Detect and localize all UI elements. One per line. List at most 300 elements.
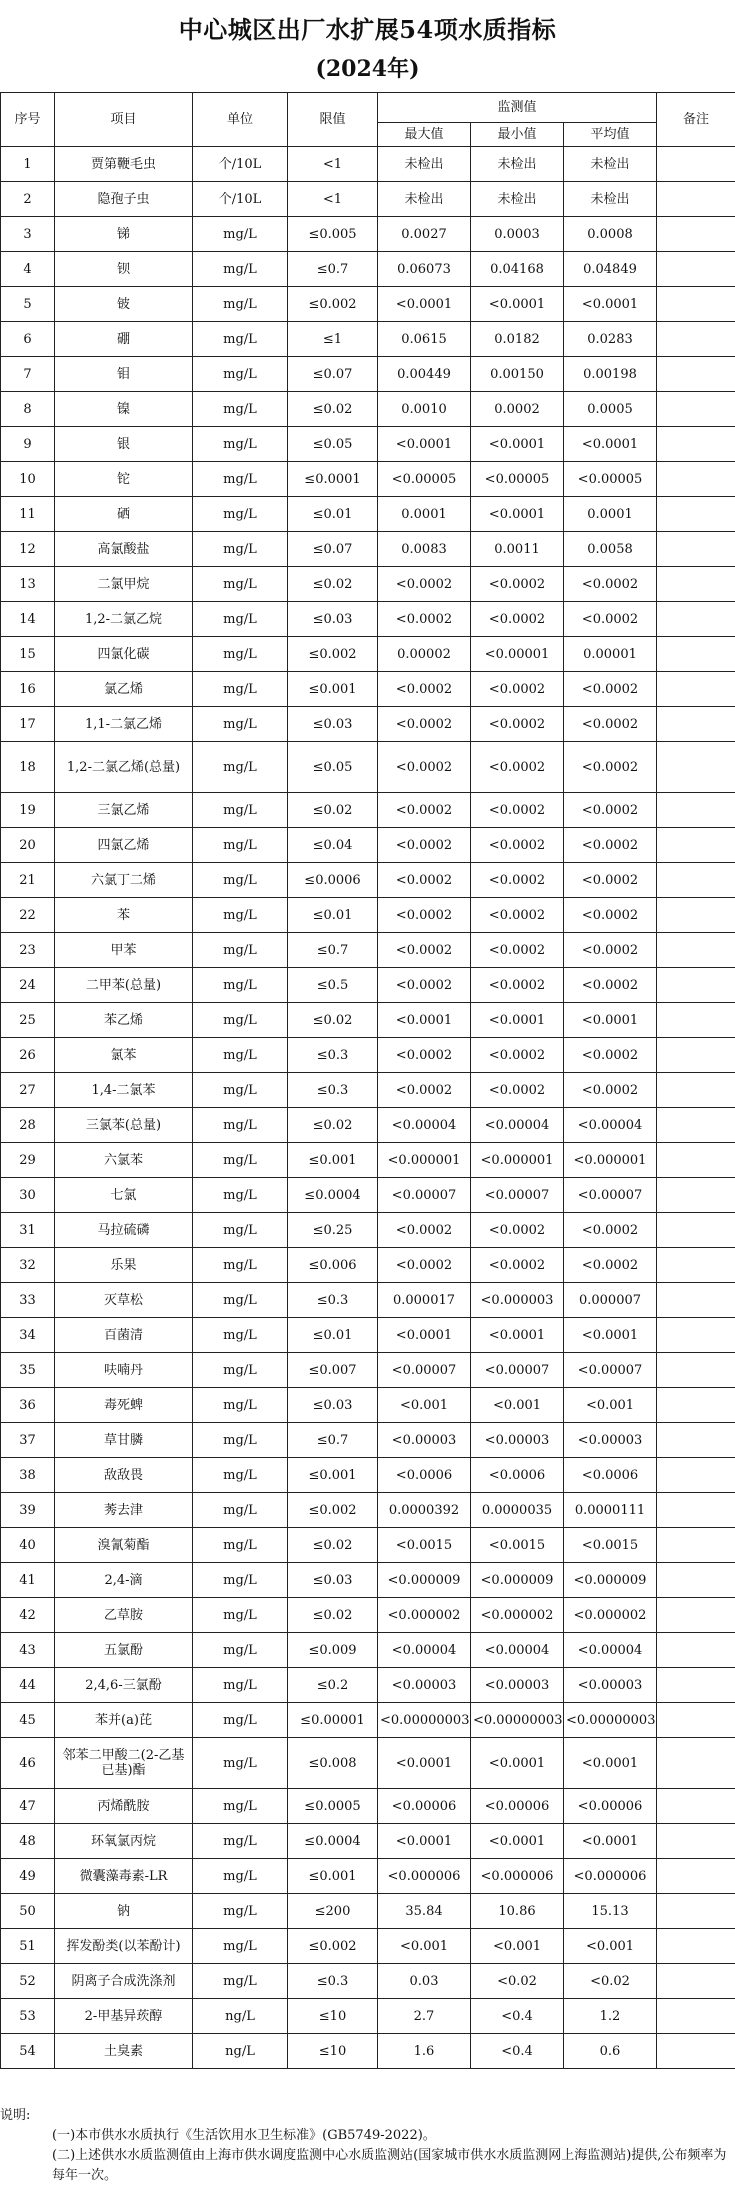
cell-remark <box>657 392 735 427</box>
cell-unit: mg/L <box>193 1929 288 1964</box>
cell-no: 9 <box>1 427 55 462</box>
cell-max: <0.00005 <box>378 462 471 497</box>
cell-limit: ≤0.5 <box>288 968 378 1003</box>
table-row <box>1 1528 735 1563</box>
cell-no: 25 <box>1 1003 55 1038</box>
cell-unit: mg/L <box>193 462 288 497</box>
cell-limit: ≤0.03 <box>288 602 378 637</box>
cell-item: 百菌清 <box>55 1318 193 1353</box>
cell-min: <0.001 <box>471 1388 564 1423</box>
table-row <box>1 933 735 968</box>
cell-unit: mg/L <box>193 1038 288 1073</box>
cell-no: 8 <box>1 392 55 427</box>
cell-min: <0.00003 <box>471 1668 564 1703</box>
cell-max: <0.001 <box>378 1388 471 1423</box>
cell-item: 苯乙烯 <box>55 1003 193 1038</box>
cell-limit: ≤0.03 <box>288 1388 378 1423</box>
cell-min: <0.0002 <box>471 707 564 742</box>
cell-avg: 未检出 <box>564 182 657 217</box>
table-row <box>1 707 735 742</box>
cell-unit: mg/L <box>193 1003 288 1038</box>
cell-unit: mg/L <box>193 968 288 1003</box>
cell-remark <box>657 182 735 217</box>
cell-avg: 0.0283 <box>564 322 657 357</box>
cell-avg: <0.0002 <box>564 793 657 828</box>
table-body <box>1 147 735 2069</box>
cell-avg: <0.0001 <box>564 1738 657 1789</box>
cell-item: 硼 <box>55 322 193 357</box>
cell-avg: <0.0015 <box>564 1528 657 1563</box>
cell-unit: mg/L <box>193 287 288 322</box>
cell-item: 敌敌畏 <box>55 1458 193 1493</box>
cell-remark <box>657 1493 735 1528</box>
cell-min: <0.00007 <box>471 1353 564 1388</box>
cell-remark <box>657 1703 735 1738</box>
cell-avg: 0.0058 <box>564 532 657 567</box>
cell-item: 2,4-滴 <box>55 1563 193 1598</box>
cell-avg: <0.0002 <box>564 567 657 602</box>
table-row <box>1 287 735 322</box>
cell-remark <box>657 637 735 672</box>
cell-unit: mg/L <box>193 1528 288 1563</box>
cell-max: <0.00003 <box>378 1668 471 1703</box>
cell-avg: <0.00007 <box>564 1178 657 1213</box>
cell-avg: <0.0002 <box>564 742 657 793</box>
cell-no: 4 <box>1 252 55 287</box>
cell-max: 0.00449 <box>378 357 471 392</box>
cell-limit: ≤0.002 <box>288 1493 378 1528</box>
cell-limit: ≤0.0006 <box>288 863 378 898</box>
cell-unit: mg/L <box>193 1248 288 1283</box>
cell-unit: mg/L <box>193 672 288 707</box>
cell-remark <box>657 287 735 322</box>
cell-min: <0.00004 <box>471 1108 564 1143</box>
cell-item: 灭草松 <box>55 1283 193 1318</box>
table-row <box>1 828 735 863</box>
cell-item: 三氯乙烯 <box>55 793 193 828</box>
table-row <box>1 1353 735 1388</box>
cell-unit: mg/L <box>193 1738 288 1789</box>
table-row <box>1 672 735 707</box>
cell-remark <box>657 1248 735 1283</box>
cell-unit: 个/10L <box>193 147 288 182</box>
cell-item: 草甘膦 <box>55 1423 193 1458</box>
cell-unit: mg/L <box>193 707 288 742</box>
cell-limit: ≤0.008 <box>288 1738 378 1789</box>
cell-item: 毒死蜱 <box>55 1388 193 1423</box>
cell-min: <0.00004 <box>471 1633 564 1668</box>
header-item: 项目 <box>55 93 193 147</box>
cell-max: <0.0002 <box>378 1038 471 1073</box>
cell-max: <0.0002 <box>378 1073 471 1108</box>
cell-no: 45 <box>1 1703 55 1738</box>
table-row <box>1 497 735 532</box>
header-limit: 限值 <box>288 93 378 147</box>
cell-remark <box>657 1178 735 1213</box>
cell-remark <box>657 707 735 742</box>
cell-item: 氯乙烯 <box>55 672 193 707</box>
cell-max: <0.0001 <box>378 1003 471 1038</box>
cell-avg: <0.0002 <box>564 968 657 1003</box>
cell-remark <box>657 1824 735 1859</box>
cell-item: 丙烯酰胺 <box>55 1789 193 1824</box>
table-row <box>1 1859 735 1894</box>
table-row <box>1 1824 735 1859</box>
cell-limit: ≤0.7 <box>288 1423 378 1458</box>
cell-item: 钼 <box>55 357 193 392</box>
cell-no: 44 <box>1 1668 55 1703</box>
cell-no: 50 <box>1 1894 55 1929</box>
cell-item: 1,1-二氯乙烯 <box>55 707 193 742</box>
cell-item: 苯 <box>55 898 193 933</box>
cell-no: 39 <box>1 1493 55 1528</box>
cell-no: 54 <box>1 2034 55 2069</box>
cell-remark <box>657 1598 735 1633</box>
cell-avg: <0.0002 <box>564 1038 657 1073</box>
cell-avg: <0.00006 <box>564 1789 657 1824</box>
cell-no: 40 <box>1 1528 55 1563</box>
cell-max: <0.0002 <box>378 567 471 602</box>
cell-min: <0.0006 <box>471 1458 564 1493</box>
cell-max: <0.0002 <box>378 1213 471 1248</box>
cell-unit: mg/L <box>193 1143 288 1178</box>
cell-item: 钠 <box>55 1894 193 1929</box>
cell-no: 5 <box>1 287 55 322</box>
cell-max: 0.0000392 <box>378 1493 471 1528</box>
cell-min: 0.0002 <box>471 392 564 427</box>
cell-limit: ≤0.02 <box>288 567 378 602</box>
cell-max: <0.00007 <box>378 1178 471 1213</box>
cell-max: <0.0002 <box>378 672 471 707</box>
cell-limit: ≤0.02 <box>288 1003 378 1038</box>
cell-limit: ≤0.0004 <box>288 1178 378 1213</box>
cell-min: <0.0001 <box>471 427 564 462</box>
cell-max: 0.00002 <box>378 637 471 672</box>
cell-min: <0.00007 <box>471 1178 564 1213</box>
cell-remark <box>657 1929 735 1964</box>
cell-item: 镍 <box>55 392 193 427</box>
cell-no: 3 <box>1 217 55 252</box>
cell-avg: 0.0000111 <box>564 1493 657 1528</box>
cell-item: 铍 <box>55 287 193 322</box>
cell-min: <0.0001 <box>471 1003 564 1038</box>
cell-avg: <0.0001 <box>564 427 657 462</box>
cell-avg: <0.00003 <box>564 1668 657 1703</box>
cell-max: 0.0083 <box>378 532 471 567</box>
cell-min: <0.00006 <box>471 1789 564 1824</box>
cell-remark <box>657 427 735 462</box>
cell-unit: mg/L <box>193 828 288 863</box>
cell-remark <box>657 1528 735 1563</box>
table-row <box>1 357 735 392</box>
cell-unit: mg/L <box>193 933 288 968</box>
cell-item: 二甲苯(总量) <box>55 968 193 1003</box>
cell-item: 阴离子合成洗涤剂 <box>55 1964 193 1999</box>
table-row <box>1 1108 735 1143</box>
cell-limit: ≤0.01 <box>288 898 378 933</box>
cell-unit: mg/L <box>193 252 288 287</box>
cell-min: <0.0002 <box>471 863 564 898</box>
cell-remark <box>657 672 735 707</box>
cell-avg: <0.0002 <box>564 1248 657 1283</box>
cell-min: 0.04168 <box>471 252 564 287</box>
cell-no: 37 <box>1 1423 55 1458</box>
cell-avg: 0.0005 <box>564 392 657 427</box>
table-row <box>1 182 735 217</box>
cell-item: 1,4-二氯苯 <box>55 1073 193 1108</box>
cell-max: 0.03 <box>378 1964 471 1999</box>
cell-no: 46 <box>1 1738 55 1789</box>
cell-no: 48 <box>1 1824 55 1859</box>
cell-limit: ≤200 <box>288 1894 378 1929</box>
cell-max: <0.0002 <box>378 793 471 828</box>
cell-no: 26 <box>1 1038 55 1073</box>
cell-item: 挥发酚类(以苯酚计) <box>55 1929 193 1964</box>
cell-avg: <0.00007 <box>564 1353 657 1388</box>
cell-min: <0.0001 <box>471 497 564 532</box>
cell-unit: mg/L <box>193 1283 288 1318</box>
cell-no: 20 <box>1 828 55 863</box>
notes-section <box>0 2106 735 2186</box>
cell-avg: 0.04849 <box>564 252 657 287</box>
cell-max: <0.00004 <box>378 1108 471 1143</box>
table-row <box>1 898 735 933</box>
cell-limit: ≤0.25 <box>288 1213 378 1248</box>
cell-min: <0.0001 <box>471 1318 564 1353</box>
cell-no: 19 <box>1 793 55 828</box>
cell-limit: ≤0.002 <box>288 287 378 322</box>
cell-min: <0.0002 <box>471 1073 564 1108</box>
cell-avg: 未检出 <box>564 147 657 182</box>
table-row <box>1 2034 735 2069</box>
cell-no: 23 <box>1 933 55 968</box>
cell-min: <0.0002 <box>471 1213 564 1248</box>
cell-item: 甲苯 <box>55 933 193 968</box>
table-row <box>1 602 735 637</box>
cell-remark <box>657 1318 735 1353</box>
cell-max: <0.000001 <box>378 1143 471 1178</box>
cell-item: 环氧氯丙烷 <box>55 1824 193 1859</box>
cell-min: <0.00005 <box>471 462 564 497</box>
cell-limit: ≤0.02 <box>288 1108 378 1143</box>
cell-max: 0.0027 <box>378 217 471 252</box>
cell-avg: 0.0008 <box>564 217 657 252</box>
cell-min: 0.00150 <box>471 357 564 392</box>
cell-item: 五氯酚 <box>55 1633 193 1668</box>
cell-unit: 个/10L <box>193 182 288 217</box>
cell-limit: ≤0.02 <box>288 392 378 427</box>
cell-min: <0.00000003 <box>471 1703 564 1738</box>
cell-max: <0.00003 <box>378 1423 471 1458</box>
cell-limit: ≤0.02 <box>288 1598 378 1633</box>
table-row <box>1 1318 735 1353</box>
cell-remark <box>657 1738 735 1789</box>
cell-min: <0.0002 <box>471 602 564 637</box>
cell-max: <0.0002 <box>378 933 471 968</box>
cell-unit: mg/L <box>193 392 288 427</box>
notes-label: 说明: <box>0 2106 735 2126</box>
cell-avg: <0.0002 <box>564 933 657 968</box>
cell-max: <0.0001 <box>378 427 471 462</box>
cell-limit: ≤0.001 <box>288 1143 378 1178</box>
cell-limit: ≤1 <box>288 322 378 357</box>
cell-avg: 0.00198 <box>564 357 657 392</box>
cell-no: 28 <box>1 1108 55 1143</box>
cell-avg: <0.0002 <box>564 828 657 863</box>
cell-item: 二氯甲烷 <box>55 567 193 602</box>
cell-limit: ≤10 <box>288 1999 378 2034</box>
cell-limit: ≤0.005 <box>288 217 378 252</box>
cell-unit: mg/L <box>193 742 288 793</box>
cell-min: <0.0002 <box>471 1248 564 1283</box>
cell-remark <box>657 1353 735 1388</box>
cell-max: <0.0002 <box>378 828 471 863</box>
cell-limit: ≤0.009 <box>288 1633 378 1668</box>
cell-unit: mg/L <box>193 1894 288 1929</box>
cell-avg: <0.0002 <box>564 1073 657 1108</box>
table-row <box>1 462 735 497</box>
cell-item: 高氯酸盐 <box>55 532 193 567</box>
cell-limit: ≤0.07 <box>288 532 378 567</box>
cell-unit: mg/L <box>193 427 288 462</box>
cell-avg: <0.001 <box>564 1929 657 1964</box>
header-min: 最小值 <box>471 123 564 147</box>
table-row <box>1 1598 735 1633</box>
cell-no: 2 <box>1 182 55 217</box>
cell-unit: mg/L <box>193 1964 288 1999</box>
cell-limit: ≤0.01 <box>288 1318 378 1353</box>
cell-min: <0.0002 <box>471 672 564 707</box>
table-row <box>1 392 735 427</box>
cell-remark <box>657 1458 735 1493</box>
cell-no: 32 <box>1 1248 55 1283</box>
cell-no: 51 <box>1 1929 55 1964</box>
cell-unit: mg/L <box>193 217 288 252</box>
cell-min: <0.00003 <box>471 1423 564 1458</box>
cell-no: 53 <box>1 1999 55 2034</box>
cell-min: <0.0002 <box>471 1038 564 1073</box>
cell-max: <0.0002 <box>378 898 471 933</box>
cell-limit: ≤0.04 <box>288 828 378 863</box>
cell-avg: 0.000007 <box>564 1283 657 1318</box>
cell-no: 52 <box>1 1964 55 1999</box>
cell-unit: mg/L <box>193 357 288 392</box>
cell-max: <0.0001 <box>378 1738 471 1789</box>
cell-limit: ≤0.001 <box>288 672 378 707</box>
cell-no: 21 <box>1 863 55 898</box>
cell-avg: <0.0001 <box>564 287 657 322</box>
cell-remark <box>657 602 735 637</box>
cell-avg: <0.00004 <box>564 1108 657 1143</box>
cell-unit: mg/L <box>193 1388 288 1423</box>
cell-max: <0.0002 <box>378 742 471 793</box>
cell-min: <0.4 <box>471 2034 564 2069</box>
cell-item: 乙草胺 <box>55 1598 193 1633</box>
cell-remark <box>657 322 735 357</box>
table-row <box>1 1964 735 1999</box>
cell-min: <0.0002 <box>471 793 564 828</box>
cell-max: <0.0002 <box>378 1248 471 1283</box>
cell-limit: ≤0.2 <box>288 1668 378 1703</box>
cell-remark <box>657 1423 735 1458</box>
table-row <box>1 968 735 1003</box>
cell-remark <box>657 828 735 863</box>
cell-avg: <0.00000003 <box>564 1703 657 1738</box>
cell-item: 马拉硫磷 <box>55 1213 193 1248</box>
cell-unit: mg/L <box>193 1563 288 1598</box>
cell-no: 15 <box>1 637 55 672</box>
header-avg: 平均值 <box>564 123 657 147</box>
cell-item: 四氯化碳 <box>55 637 193 672</box>
cell-item: 六氯苯 <box>55 1143 193 1178</box>
cell-unit: mg/L <box>193 497 288 532</box>
cell-remark <box>657 1668 735 1703</box>
cell-item: 铊 <box>55 462 193 497</box>
cell-item: 乐果 <box>55 1248 193 1283</box>
table-row <box>1 1929 735 1964</box>
cell-limit: ≤0.006 <box>288 1248 378 1283</box>
cell-min: <0.0002 <box>471 968 564 1003</box>
cell-min: <0.0002 <box>471 898 564 933</box>
cell-avg: <0.0001 <box>564 1003 657 1038</box>
cell-unit: mg/L <box>193 1213 288 1248</box>
cell-min: <0.0002 <box>471 567 564 602</box>
cell-avg: <0.000002 <box>564 1598 657 1633</box>
cell-max: 1.6 <box>378 2034 471 2069</box>
cell-item: 钡 <box>55 252 193 287</box>
cell-avg: <0.0001 <box>564 1318 657 1353</box>
cell-unit: ng/L <box>193 2034 288 2069</box>
cell-no: 43 <box>1 1633 55 1668</box>
cell-item: 呋喃丹 <box>55 1353 193 1388</box>
table-row <box>1 1894 735 1929</box>
cell-limit: ≤0.03 <box>288 707 378 742</box>
cell-remark <box>657 1894 735 1929</box>
cell-max: <0.000002 <box>378 1598 471 1633</box>
cell-remark <box>657 252 735 287</box>
cell-limit: ≤0.07 <box>288 357 378 392</box>
cell-remark <box>657 1283 735 1318</box>
cell-no: 22 <box>1 898 55 933</box>
cell-remark <box>657 1143 735 1178</box>
header-no: 序号 <box>1 93 55 147</box>
cell-avg: <0.000009 <box>564 1563 657 1598</box>
cell-no: 18 <box>1 742 55 793</box>
cell-item: 微囊藻毒素-LR <box>55 1859 193 1894</box>
cell-min: <0.0001 <box>471 1824 564 1859</box>
table-row <box>1 532 735 567</box>
cell-avg: 0.0001 <box>564 497 657 532</box>
cell-remark <box>657 1108 735 1143</box>
table-row <box>1 1073 735 1108</box>
cell-no: 13 <box>1 567 55 602</box>
cell-limit: ≤0.007 <box>288 1353 378 1388</box>
cell-no: 29 <box>1 1143 55 1178</box>
cell-max: 0.0010 <box>378 392 471 427</box>
cell-unit: mg/L <box>193 532 288 567</box>
cell-item: 硒 <box>55 497 193 532</box>
cell-min: 未检出 <box>471 182 564 217</box>
table-row <box>1 1999 735 2034</box>
cell-unit: mg/L <box>193 1318 288 1353</box>
cell-limit: ≤0.3 <box>288 1964 378 1999</box>
cell-no: 12 <box>1 532 55 567</box>
cell-no: 14 <box>1 602 55 637</box>
cell-item: 莠去津 <box>55 1493 193 1528</box>
cell-limit: ≤0.02 <box>288 793 378 828</box>
cell-no: 47 <box>1 1789 55 1824</box>
cell-max: 0.0615 <box>378 322 471 357</box>
